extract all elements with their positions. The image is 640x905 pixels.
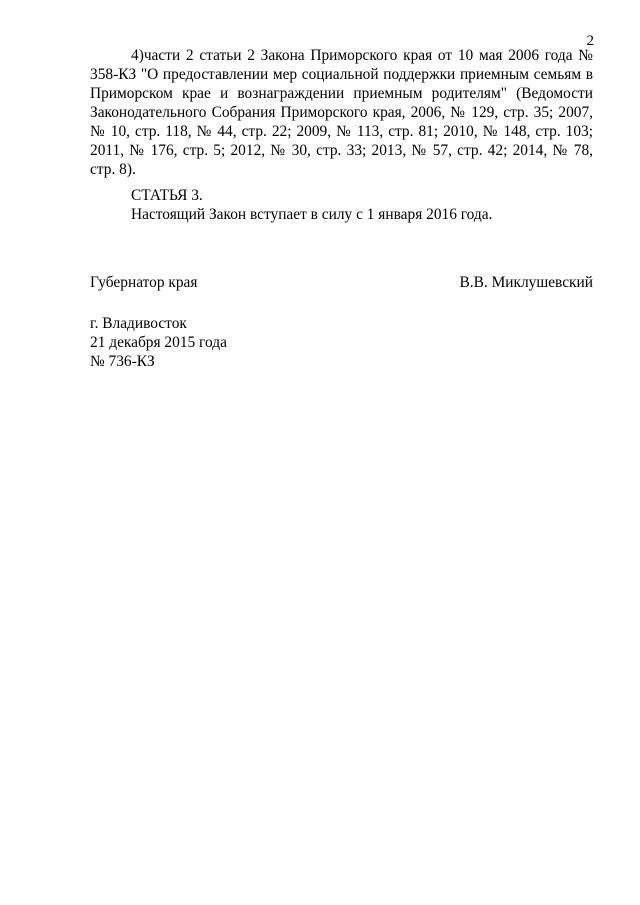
- paragraph-item-4: 4)части 2 статьи 2 Закона Приморского края от 10 мая 2006 года № 358-КЗ "О предоставлении мер социальной поддержки приемным семьям в Приморском крае и вознаграждении приемным родителям" (Ведомости Законодательного Собрания Приморского края, 2006, № 129, стр. 35; 2007, № 10, стр. 118, № 44, стр. 22; 2009, № 113, стр. 81; 2010, № 148, стр. 103; 2011, № 176, стр. 5; 2012, № 30, стр. 33; 2013, № 57, стр. 42; 2014, № 78, стр. 8).: [90, 47, 593, 178]
- article-title: СТАТЬЯ 3.: [131, 187, 203, 204]
- page-number: 2: [586, 33, 594, 49]
- document-place: г. Владивосток: [90, 315, 187, 332]
- signature-name: В.В. Миклушевский: [459, 274, 593, 291]
- signature-position: Губернатор края: [90, 274, 198, 291]
- article-text: Настоящий Закон вступает в силу с 1 января 2016 года.: [131, 206, 493, 223]
- document-number: № 736-КЗ: [90, 353, 155, 370]
- document-date: 21 декабря 2015 года: [90, 334, 227, 351]
